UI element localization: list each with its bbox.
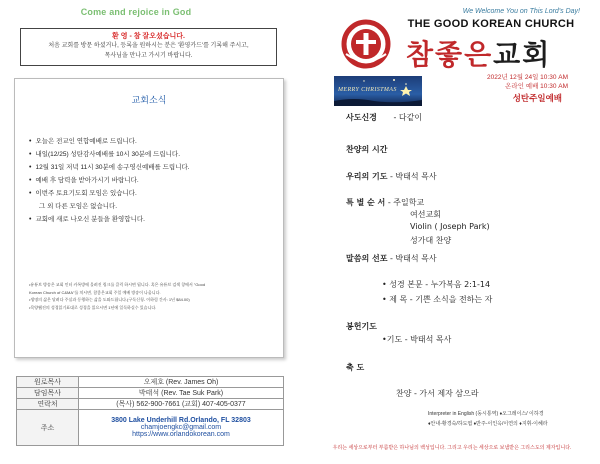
order-heading: 특 별 순 서 <box>346 198 386 207</box>
table-row <box>17 377 284 388</box>
news-item: 그 외 다른 모임은 없습니다. <box>39 203 118 210</box>
order-value: 여선교회 <box>410 210 441 219</box>
staff-value: 박태석 (Rev. Tae Suk Park) <box>79 388 284 399</box>
news-list <box>29 135 279 226</box>
order-heading: 봉헌기도 <box>346 322 377 331</box>
news-note: •목양웹진의 성경읽기표대로 성경을 읽으시면 1년에 일독하실수 있습니다. <box>29 304 157 310</box>
order-item-praise <box>346 144 387 155</box>
service-date: 2022년 12월 24일 10:30 AM <box>487 74 568 81</box>
website-link[interactable]: https://www.orlandokorean.com <box>132 431 230 438</box>
order-value: - 다같이 <box>393 113 423 122</box>
order-value: - 박태석 목사 <box>387 254 437 263</box>
scripture: • 성경 본문 - 누가복음 2:1-14 <box>382 280 491 289</box>
news-title: 교회소식 <box>131 96 167 106</box>
news-item: • 예배 후 담력을 받아가시기 바랍니다. <box>29 174 279 187</box>
order-value: - 주일학교 <box>385 198 425 207</box>
order-item-special <box>346 197 424 208</box>
address-street: 3800 Lake Underhill Rd.Orlando, FL 32803 <box>111 417 251 424</box>
news-item: • 이번주 토요기도회 모임은 있습니다. <box>29 187 279 200</box>
news-note: •생명의 삶은 달려다 주실과 동행하는 삶을 도와드립니다.(구독신청- 이하림 간사: 1년 $84.00) <box>29 297 190 302</box>
address-cell <box>79 410 284 446</box>
christmas-banner <box>334 76 422 106</box>
closing-hymn: 찬양 - 가서 제자 삼으라 <box>396 389 479 398</box>
staff-role: 원로목사 <box>17 377 79 388</box>
staff-role: 연락처 <box>17 399 79 410</box>
offering-prayer: •기도 - 박태석 목사 <box>382 335 452 344</box>
order-item-benediction <box>346 362 364 373</box>
order-heading: 축 도 <box>346 363 365 372</box>
news-box <box>14 78 284 358</box>
sermon-title: • 제 목 - 기쁜 소식을 전하는 자 <box>382 295 493 304</box>
news-item: • 내일(12/25) 성탄감사예배를 10시 30분에 드립니다. <box>29 148 279 161</box>
order-value: - 박태석 목사 <box>387 172 437 181</box>
interpreter-info: Interpreter in English (동시통역) ♦오그레이스/ 이하경 <box>428 411 544 417</box>
mission-statement: 우리는 세상으로부터 부름받은 하나님의 백성입니다. 그리고 우리는 세상으로 보냄받은 그리스도의 제자입니다. <box>332 445 572 451</box>
order-value: Violin ( Joseph Park) <box>410 222 490 231</box>
news-item: • 오늘은 전교인 연합예배로 드립니다. <box>29 135 279 148</box>
church-name-korean-red: 참좋은 <box>406 38 494 71</box>
church-name-korean-dark: 교회 <box>493 38 552 71</box>
news-item: • 교회에 새로 나오신 분들을 환영합니다. <box>29 213 279 226</box>
order-heading: 말씀의 선포 <box>346 254 388 263</box>
service-title: 성탄주일예배 <box>512 94 562 104</box>
ministry-info: ♦안내-황경숙/하도엽 ♦반주-이인옥/이연의 ♦지휘-이혜라 <box>428 421 548 427</box>
welcome-english: We Welcome You on This Lord's Day! <box>462 8 580 15</box>
table-row <box>17 388 284 399</box>
church-logo-icon <box>338 16 394 72</box>
staff-value: (목사) 562-900-7661 (교회) 407-405-0377 <box>79 399 284 410</box>
order-heading: 찬양의 시간 <box>346 145 388 154</box>
welcome-title: 환 영 - 참 잘오셨습니다. <box>112 33 185 40</box>
table-row <box>17 410 284 446</box>
staff-value: 오제호 (Rev. James Oh) <box>79 377 284 388</box>
staff-role: 담임목사 <box>17 388 79 399</box>
welcome-text-2: 목사님을 만나고 가시기 바랍니다. <box>104 53 193 59</box>
christmas-banner-text: MERRY CHRISTMAS <box>338 87 397 93</box>
order-item-prayer <box>346 171 437 182</box>
news-note: Korean Church of C&MA"를 치시면, 참좋은교회 주일 예배 방송이 나옵니다. <box>29 289 161 295</box>
staff-table <box>16 376 284 446</box>
order-item-sermon <box>346 253 437 264</box>
order-item-offering <box>346 321 377 332</box>
church-name-korean <box>406 33 551 73</box>
order-item-creed <box>346 112 422 123</box>
order-value: 성가대 찬양 <box>410 236 452 245</box>
news-notes <box>29 281 279 311</box>
online-service-time: 온라인 예배 10:30 AM <box>505 83 568 90</box>
email-link[interactable]: chamjoengkc@gmail.com <box>140 424 222 431</box>
welcome-box <box>20 28 277 66</box>
table-row <box>17 399 284 410</box>
right-panel <box>300 0 600 464</box>
motto: Come and rejoice in God <box>80 7 192 17</box>
news-item: • 12월 31일 저녁 11시 30분에 송구영신예배를 드립니다. <box>29 161 279 174</box>
news-note: •유튜브 방송은 교회 인터 카톡방에 올려진 링크를 클릭 하시면 됩니다. 혹은 유튜브 검색 창에서 "Good <box>29 282 206 287</box>
welcome-text-1: 처음 교회를 방문 하셨거나, 등록을 원하시는 분은 '환영카드'를 기록해 주시고, <box>48 43 249 49</box>
staff-role: 주소 <box>17 410 79 446</box>
order-heading: 사도신경 <box>346 113 377 122</box>
church-name-english: THE GOOD KOREAN CHURCH <box>407 18 575 30</box>
order-heading: 우리의 기도 <box>346 172 388 181</box>
